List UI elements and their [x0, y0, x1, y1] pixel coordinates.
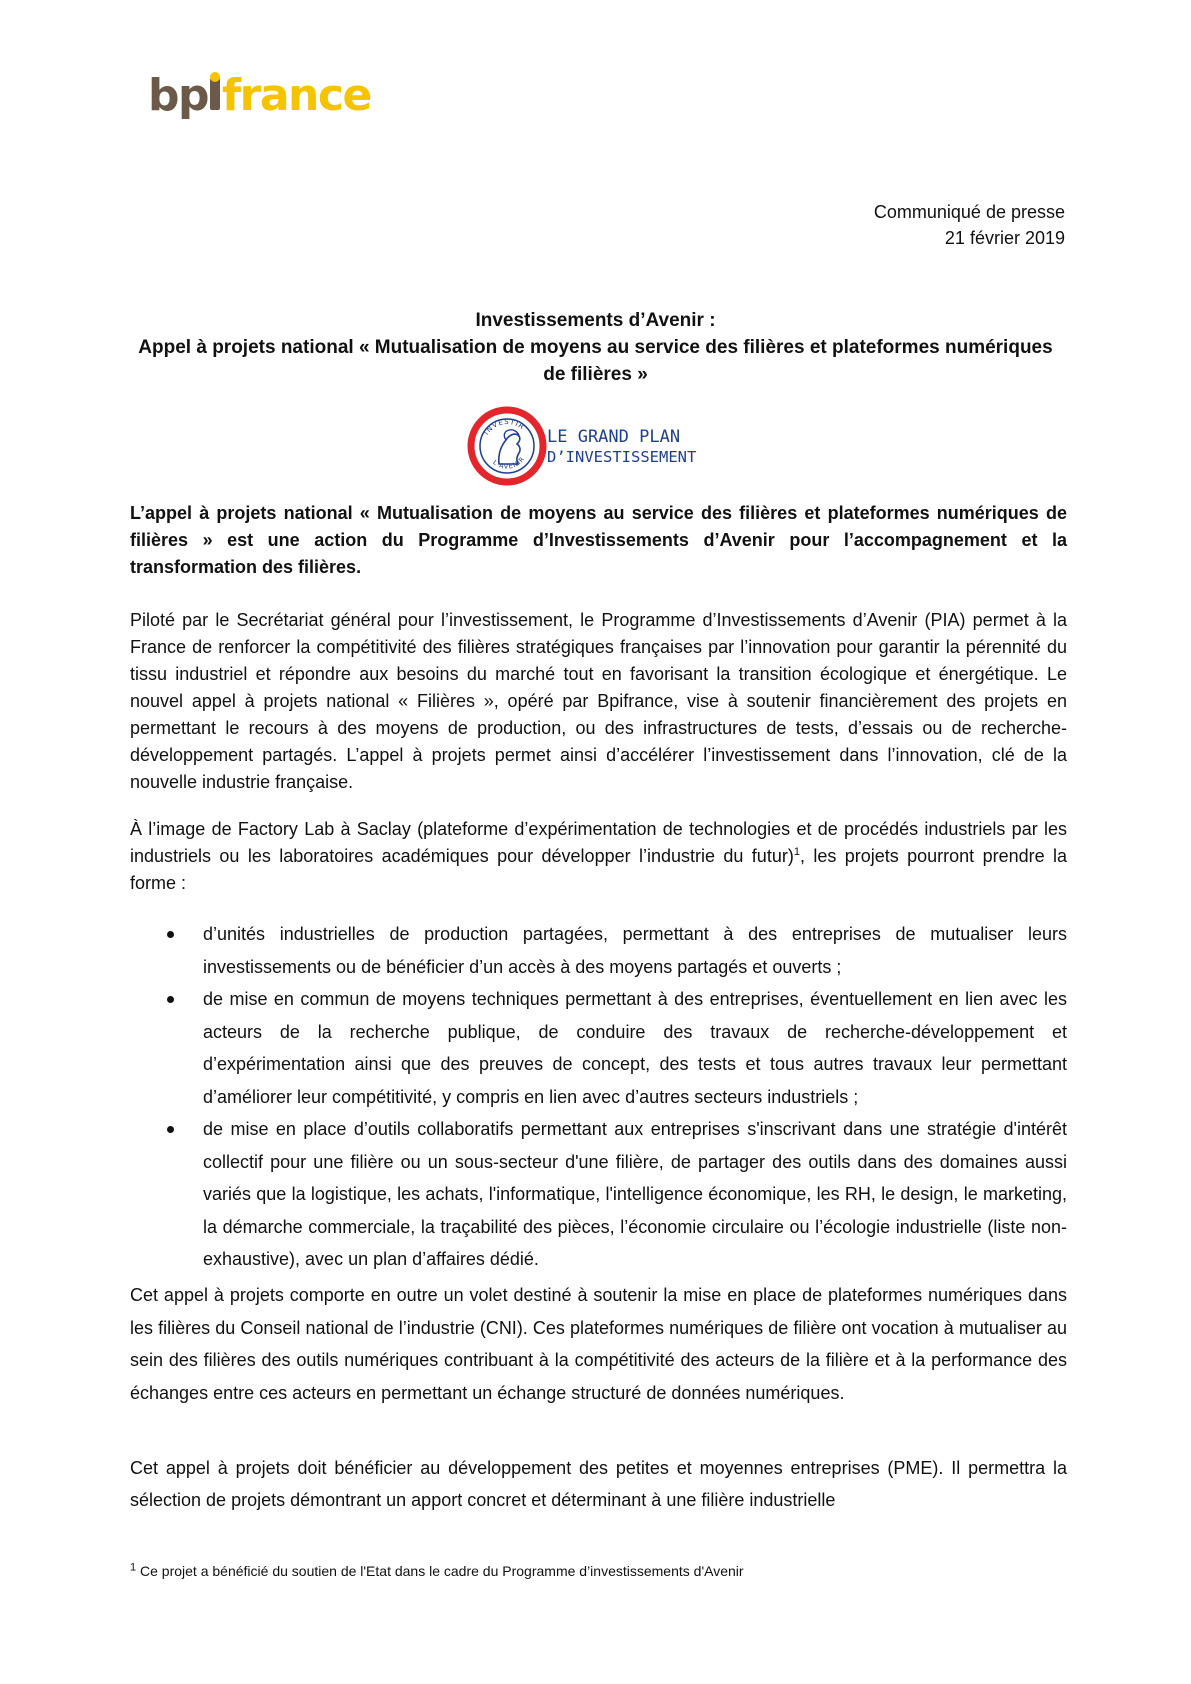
footnote-number: 1: [130, 1561, 137, 1574]
paragraph-pia: Piloté par le Secrétariat général pour l’investissement, le Programme d’Investissements d’Avenir (PIA) permet à la France de renforcer la compétitivité des filières stratégiques françaises par l’innovation pour garantir la pérennité du tissu industriel et répondre aux besoins du marché tout en favorisant la transition écologique et énergétique. Le nouvel appel à projets national « Filières », opéré par Bpifrance, vise à soutenir financièrement des projets en permettant le recours à des moyens de production, ou des infrastructures de tests, d’essais ou de recherche-développement partagés. L’appel à projets permet ainsi d’accélérer l’investissement dans l’innovation, clé de la nouvelle industrie française.: [130, 610, 1067, 792]
footnote-ref: 1: [793, 846, 800, 858]
bullet-icon: [167, 996, 174, 1003]
bullet-icon: [167, 931, 174, 938]
doc-type: Communiqué de presse: [873, 202, 1065, 222]
seal-arc-bottom-text: L'AVENIR: [491, 454, 527, 471]
page-title: [130, 307, 1061, 388]
list-item: [130, 983, 1067, 1113]
paragraph-digital-platforms: Cet appel à projets comporte en outre un volet destiné à soutenir la mise en place de plateformes numériques dans les filières du Conseil national de l’industrie (CNI). Ces plateformes numériques de filière ont vocation à mutualiser au sein des filières des outils numériques contribuant à la compétitivité des acteurs de la filière et à la performance des échanges entre ces acteurs en permettant un échange structuré de données numériques.: [130, 1285, 1067, 1403]
list-item-text: de mise en place d’outils collaboratifs permettant aux entreprises s'inscrivant dans une stratégie d'intérêt collectif pour une filière ou un sous-secteur d'une filière, de partager des outils dans des domaines aussi variés que la logistique, les achats, l'informatique, l'intelligence économique, les RH, le design, le marketing, la démarche commerciale, la traçabilité des pièces, l’économie circulaire ou l’écologie industrielle (liste non-exhaustive), avec un plan d’affaires dédié.: [203, 1119, 1067, 1269]
title-line-2: Appel à projets national « Mutualisation de moyens au service des filières et plateformes numériques de filières »: [138, 337, 1053, 385]
list-item: [130, 918, 1067, 983]
logo-part-bp: bp: [148, 70, 208, 121]
grand-plan-investissement-logo: [465, 398, 727, 494]
paragraph-factory-lab-text: À l’image de Factory Lab à Saclay (plateforme d’expérimentation de technologies et de procédés industriels par les industriels ou les laboratoires académiques pour développer l’industrie du futur): [130, 819, 1067, 866]
list-item-text: d’unités industrielles de production partagées, permettant à des entreprises de mutualiser leurs investissements ou de bénéficier d’un accès à des moyens partagés et ouverts ;: [203, 924, 1067, 977]
list-item-text: de mise en commun de moyens techniques permettant à des entreprises, éventuellement en lien avec les acteurs de la recherche publique, de conduire des travaux de recherche-développement et d’expérimentation ainsi que des preuves de concept, des tests et tous autres travaux leur permettant d’améliorer leur compétitivité, y compris en lien avec d’autres secteurs industriels ;: [203, 989, 1067, 1107]
bullet-icon: [167, 1126, 174, 1133]
bpifrance-logo: [148, 70, 371, 121]
logo-part-france: france: [222, 70, 371, 121]
footnote-text: Ce projet a bénéficié du soutien de l'Etat dans le cadre du Programme d’investissements d'Avenir: [136, 1563, 744, 1579]
paragraph-factory-lab-end: , les projets pourront prendre la forme :: [130, 846, 1068, 893]
paragraph-pme: Cet appel à projets doit bénéficier au développement des petites et moyennes entreprises (PME). Il permettra la sélection de projets démontrant un apport concret et déterminant à une filière industrielle: [130, 1458, 1067, 1510]
grand-plan-line-1: LE GRAND PLAN: [547, 427, 681, 447]
lead-paragraph: L’appel à projets national « Mutualisation de moyens au service des filières et plateformes numériques de filières » est une action du Programme d’Investissements d’Avenir pour l’accompagnement et la transformation des filières.: [130, 503, 1067, 577]
logo-i-glyph: [208, 74, 222, 118]
doc-date: 21 février 2019: [944, 228, 1065, 248]
seal-arc-top-text: INVESTIR: [482, 417, 527, 437]
title-line-1: Investissements d’Avenir :: [475, 310, 716, 331]
press-header: [874, 199, 1065, 251]
paragraph-factory-lab: [130, 816, 1067, 897]
footnote: [130, 1562, 744, 1580]
grand-plan-line-2: D’INVESTISSEMENT: [547, 448, 697, 466]
list-item: [130, 1113, 1067, 1276]
project-forms-list: [130, 918, 1067, 1276]
